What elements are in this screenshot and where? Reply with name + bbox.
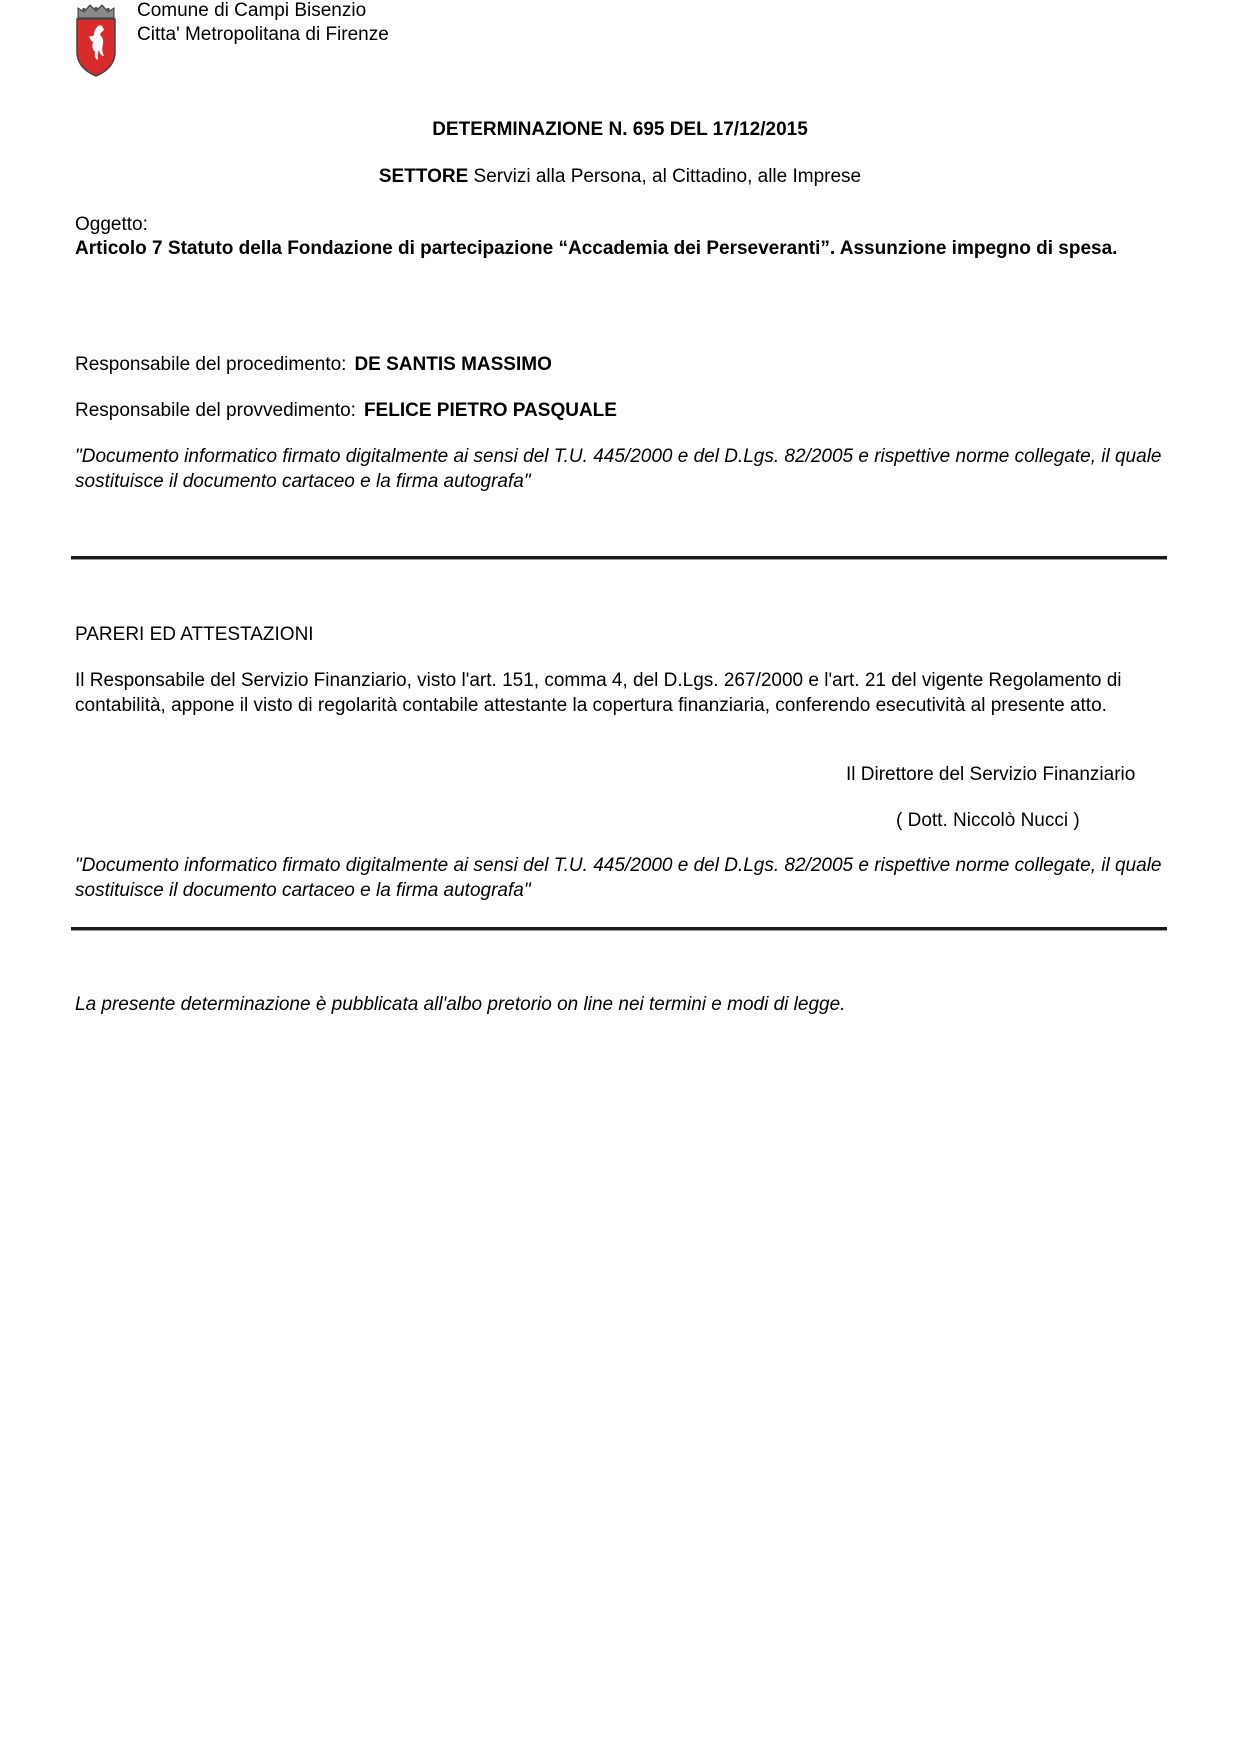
metro-city-name: Citta' Metropolitana di Firenze: [137, 24, 389, 45]
sector-line: [0, 166, 1240, 188]
subject-label: Oggetto:: [75, 214, 148, 235]
signer-name: ( Dott. Niccolò Nucci ): [896, 810, 1080, 831]
resp-provvedimento: [75, 398, 1167, 423]
resp-provvedimento-label: Responsabile del provvedimento:: [75, 400, 356, 421]
digital-signature-note: "Documento informatico firmato digitalmente ai sensi del T.U. 445/2000 e del D.Lgs. 82/2005 e rispettive norme collegate, il quale sostituisce il documento cartaceo e la firma autografa": [75, 446, 1162, 492]
resp-procedimento-value: DE SANTIS MASSIMO: [354, 354, 552, 375]
signer-role: Il Direttore del Servizio Finanziario: [846, 764, 1136, 785]
resp-procedimento-label: Responsabile del procedimento:: [75, 354, 347, 375]
resp-provvedimento-value: FELICE PIETRO PASQUALE: [363, 400, 617, 421]
digital-signature-note-finance: "Documento informatico firmato digitalmente ai sensi del T.U. 445/2000 e del D.Lgs. 82/2005 e rispettive norme collegate, il quale sostituisce il documento cartaceo e la firma autografa": [75, 855, 1162, 901]
section-divider: [71, 927, 1167, 931]
pareri-heading: PARERI ED ATTESTAZIONI: [75, 624, 314, 645]
section-divider: [71, 556, 1167, 560]
publication-note: La presente determinazione è pubblicata all'albo pretorio on line nei termini e modi di legge.: [75, 994, 846, 1015]
pareri-body: Il Responsabile del Servizio Finanziario, visto l'art. 151, comma 4, del D.Lgs. 267/2000 e l'art. 21 del vigente Regolamento di contabilità, appone il visto di regolarità contabile attestante la copertura finanziaria, conferendo esecutività al presente atto.: [75, 670, 1122, 716]
sector-label: SETTORE: [378, 166, 469, 187]
subject-text: Articolo 7 Statuto della Fondazione di partecipazione “Accademia dei Perseveranti”. Assunzione impegno di spesa.: [75, 238, 1118, 259]
document-title: DETERMINAZIONE N. 695 DEL 17/12/2015: [432, 119, 808, 140]
coat-of-arms-icon: [74, 2, 118, 78]
sector-name: Servizi alla Persona, al Cittadino, alle Imprese: [473, 166, 862, 187]
municipality-name: Comune di Campi Bisenzio: [137, 0, 367, 21]
resp-procedimento: [75, 352, 1167, 377]
